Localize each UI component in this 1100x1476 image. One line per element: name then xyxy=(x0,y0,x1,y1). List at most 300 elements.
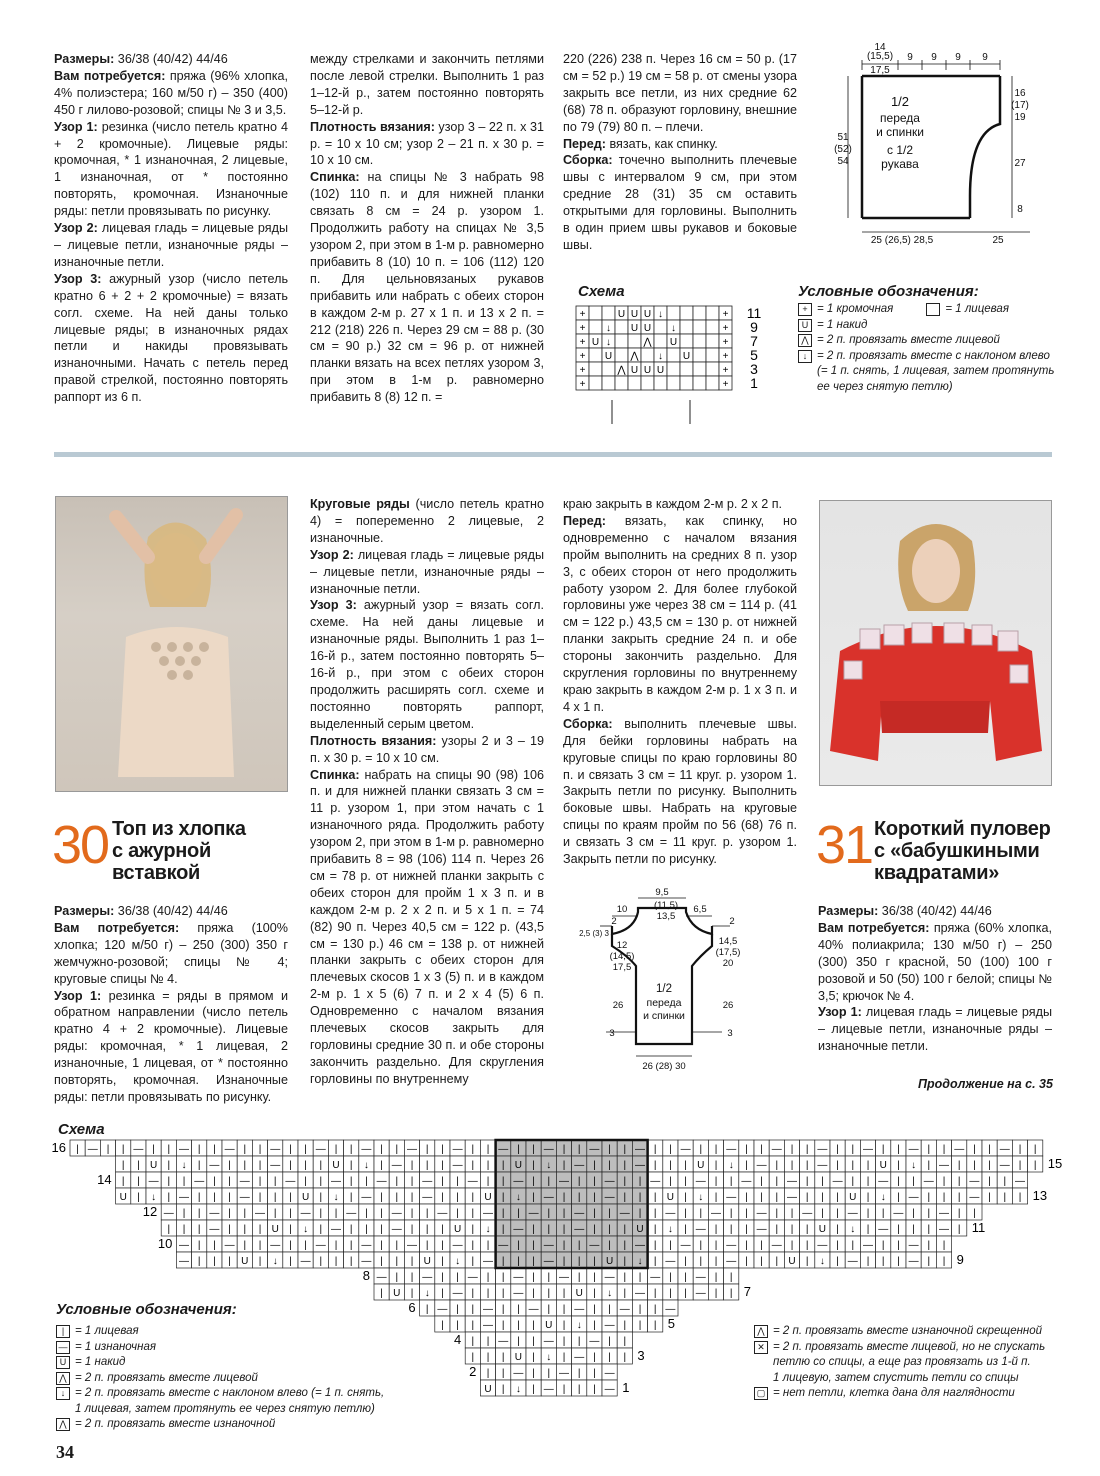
paragraph xyxy=(563,716,797,868)
top-scheme-title: Схема xyxy=(578,283,625,300)
stitch-mark: ↓ xyxy=(546,1352,552,1363)
chart-cell xyxy=(706,306,719,320)
stitch-mark: U xyxy=(697,1160,705,1171)
stitch-mark: — xyxy=(513,1368,524,1379)
stitch-mark: | xyxy=(638,1208,642,1219)
stitch-mark: | xyxy=(1018,1160,1022,1171)
stitch-mark: | xyxy=(608,1144,611,1155)
stitch-mark: ⋀ xyxy=(643,337,652,348)
stitch-symbol-icon: ⋀ xyxy=(754,1325,768,1338)
legend-note-row xyxy=(798,380,1058,396)
stitch-mark: | xyxy=(182,1224,186,1235)
stitch-mark: | xyxy=(456,1192,459,1203)
stitch-mark: | xyxy=(927,1160,931,1171)
stitch-mark: | xyxy=(836,1224,839,1235)
paragraph xyxy=(818,903,1052,920)
paragraph-label: Узор 2: xyxy=(310,547,354,562)
chart-cell xyxy=(693,348,706,362)
stitch-mark: — xyxy=(756,1160,767,1171)
bottom-scheme-title: Схема xyxy=(58,1121,105,1138)
stitch-mark: | xyxy=(760,1192,763,1203)
stitch-mark: | xyxy=(395,1176,399,1187)
stitch-mark: ↓ xyxy=(667,1224,673,1235)
stitch-mark: — xyxy=(452,1288,463,1299)
chart-cell xyxy=(615,320,628,334)
chart-cell xyxy=(589,376,602,390)
stitch-mark: — xyxy=(407,1144,417,1155)
stitch-mark: | xyxy=(577,1192,581,1203)
stitch-mark: ↓ xyxy=(576,1320,582,1331)
stitch-mark: | xyxy=(547,1304,551,1315)
legend-text: = 1 лицевая xyxy=(75,1325,139,1337)
stitch-mark: | xyxy=(547,1176,551,1187)
diag29-top-7: 9 xyxy=(982,52,988,63)
stitch-mark: | xyxy=(577,1256,581,1267)
stitch-mark: | xyxy=(577,1240,581,1251)
stitch-mark: | xyxy=(851,1144,855,1155)
diag29-top-1: 14 xyxy=(874,42,886,53)
legend-text: = 2 п. провязать вместе лицевой, но не спускать xyxy=(773,1340,1046,1353)
stitch-mark: — xyxy=(346,1208,357,1219)
stitch-mark: | xyxy=(243,1160,247,1171)
stitch-mark: + xyxy=(579,351,586,362)
chart-cell xyxy=(654,334,667,348)
paragraph-text: между стрелками и закончить петлями после левой стрелки. Выполнить 1 раз 1–12-й р., затем постоянно повторять 5–12-й р. xyxy=(310,52,544,117)
diag29-center-5: рукава xyxy=(881,157,919,171)
stitch-mark: | xyxy=(456,1208,459,1219)
stitch-mark: | xyxy=(213,1240,216,1251)
legend-row xyxy=(56,1340,476,1356)
diag29-top-4: 9 xyxy=(907,52,913,63)
stitch-mark: | xyxy=(441,1144,444,1155)
stitch-mark: | xyxy=(745,1208,748,1219)
diag29-center-3: и спинки xyxy=(876,125,924,139)
stitch-mark: | xyxy=(289,1144,292,1155)
paragraph xyxy=(818,920,1052,1005)
stitch-mark: | xyxy=(289,1240,292,1251)
paragraph-label: Размеры: xyxy=(54,904,115,918)
stitch-mark: | xyxy=(623,1176,627,1187)
stitch-mark: — xyxy=(300,1208,311,1219)
stitch-mark: + xyxy=(722,379,729,390)
stitch-mark: | xyxy=(1033,1160,1037,1171)
stitch-mark: | xyxy=(471,1352,475,1363)
stitch-mark: | xyxy=(562,1240,566,1251)
stitch-mark: — xyxy=(969,1176,980,1187)
stitch-mark: — xyxy=(452,1160,463,1171)
stitch-mark: | xyxy=(167,1192,171,1203)
stitch-mark: | xyxy=(942,1192,946,1203)
stitch-mark: | xyxy=(942,1144,946,1155)
stitch-mark: | xyxy=(197,1240,201,1251)
stitch-mark: | xyxy=(410,1256,414,1267)
stitch-mark: — xyxy=(483,1304,493,1315)
stitch-mark: U xyxy=(630,309,639,320)
paragraph-label: Узор 3: xyxy=(54,271,102,286)
stitch-mark: — xyxy=(194,1176,205,1187)
paragraph-text: краю закрыть в каждом 2-м р. 2 x 2 п. xyxy=(563,497,783,511)
stitch-mark: | xyxy=(562,1288,566,1299)
stitch-mark: | xyxy=(684,1224,687,1235)
stitch-mark: ↓ xyxy=(637,1256,643,1267)
diag30-bottom: 26 (28) 30 xyxy=(642,1061,686,1072)
stitch-mark: | xyxy=(547,1368,551,1379)
stitch-mark: ↓ xyxy=(698,1192,704,1203)
stitch-mark: | xyxy=(197,1160,201,1171)
legend-note-row xyxy=(798,364,1058,380)
stitch-mark: — xyxy=(589,1144,600,1155)
stitch-mark: ↓ xyxy=(880,1192,886,1203)
stitch-mark: ↓ xyxy=(607,1288,613,1299)
stitch-mark: U xyxy=(271,1224,279,1235)
stitch-mark: | xyxy=(349,1176,353,1187)
stitch-mark: — xyxy=(726,1192,737,1203)
stitch-mark: U xyxy=(545,1320,553,1331)
chart-cell xyxy=(589,348,602,362)
paragraph-text: пряжа (96% хлопка, 4% полиэстера; 160 м/50 г) – 350 (400) 450 г лилово-розовой; спицы № 3 и 3,5. xyxy=(54,68,289,117)
row-number: 14 xyxy=(97,1172,112,1187)
stitch-mark: | xyxy=(501,1368,505,1379)
stitch-mark: | xyxy=(501,1160,505,1171)
stitch-mark: | xyxy=(486,1160,490,1171)
stitch-mark: — xyxy=(665,1208,676,1219)
chart-cell xyxy=(602,306,615,320)
stitch-mark: + xyxy=(579,365,586,376)
paragraph-label: Узор 1: xyxy=(818,1005,862,1020)
stitch-mark: U xyxy=(643,365,652,376)
top-col-2 xyxy=(310,51,544,406)
paragraph xyxy=(563,152,797,253)
stitch-mark: | xyxy=(836,1160,839,1171)
stitch-mark: | xyxy=(760,1256,763,1267)
stitch-mark: — xyxy=(787,1176,797,1187)
legend-text: = 2 п. провязать вместе лицевой xyxy=(817,334,1000,346)
stitch-mark: | xyxy=(653,1160,657,1171)
diag29-left-2: (52) xyxy=(834,144,852,155)
row-number: 1 xyxy=(750,375,758,391)
stitch-mark: | xyxy=(577,1336,581,1347)
stitch-mark: — xyxy=(635,1144,645,1155)
row-number: 10 xyxy=(157,1236,173,1251)
garment-diagram-30 xyxy=(579,886,752,1076)
stitch-mark: | xyxy=(228,1256,231,1267)
row-number: 1 xyxy=(622,1380,630,1395)
stitch-mark: | xyxy=(182,1208,186,1219)
stitch-mark: | xyxy=(441,1320,444,1331)
stitch-mark: + xyxy=(722,337,729,348)
stitch-mark: | xyxy=(790,1208,794,1219)
title-line: Короткий пуловер xyxy=(874,818,1051,840)
paragraph xyxy=(310,119,544,170)
stitch-mark: | xyxy=(349,1240,353,1251)
stitch-mark: — xyxy=(255,1208,265,1219)
stitch-mark: — xyxy=(604,1176,615,1187)
stitch-mark: | xyxy=(121,1144,125,1155)
stitch-mark: | xyxy=(714,1176,718,1187)
diag29-right-3: 19 xyxy=(1014,112,1026,123)
legend-edge-row xyxy=(798,302,1058,318)
stitch-mark: | xyxy=(623,1336,627,1347)
stitch-mark: — xyxy=(452,1240,463,1251)
stitch-mark: — xyxy=(179,1256,189,1267)
stitch-mark: | xyxy=(410,1160,414,1171)
chart-cell xyxy=(628,376,641,390)
stitch-mark: | xyxy=(380,1256,383,1267)
diag30-top-1: 9,5 xyxy=(655,887,669,898)
stitch-mark: | xyxy=(137,1160,140,1171)
row-number: 13 xyxy=(1032,1188,1048,1203)
stitch-mark: — xyxy=(908,1240,919,1251)
stitch-mark: | xyxy=(425,1224,429,1235)
legend-row xyxy=(56,1402,476,1418)
stitch-mark: U xyxy=(666,1192,675,1203)
stitch-mark: | xyxy=(425,1160,429,1171)
stitch-mark: | xyxy=(790,1240,794,1251)
stitch-mark: | xyxy=(653,1144,657,1155)
paragraph-text: лицевая гладь = лицевые ряды – лицевые петли, изнаночные ряды – изнаночные петли. xyxy=(310,547,544,596)
legend-text: = 1 накид xyxy=(817,318,868,331)
stitch-mark: | xyxy=(471,1208,475,1219)
stitch-mark: | xyxy=(714,1144,718,1155)
legend-row xyxy=(56,1355,476,1371)
chart-cell xyxy=(641,376,654,390)
stitch-mark: | xyxy=(653,1240,657,1251)
chart-cell xyxy=(706,362,719,376)
stitch-mark: | xyxy=(653,1208,657,1219)
stitch-mark: — xyxy=(650,1176,661,1187)
paragraph xyxy=(818,1004,1052,1055)
stitch-mark: U xyxy=(604,351,613,362)
paragraph xyxy=(310,496,544,547)
legend-text: ее через снятую петлю) xyxy=(817,380,953,393)
stitch-mark: — xyxy=(635,1160,645,1171)
stitch-mark: — xyxy=(650,1272,661,1283)
stitch-mark: U xyxy=(682,351,691,362)
stitch-mark: | xyxy=(532,1352,535,1363)
stitch-mark: — xyxy=(422,1176,433,1187)
continued-note: Продолжение на с. 35 xyxy=(918,1077,1053,1091)
stitch-mark: | xyxy=(745,1160,748,1171)
stitch-mark: — xyxy=(331,1224,341,1235)
stitch-mark: | xyxy=(684,1272,687,1283)
paragraph xyxy=(54,903,288,920)
diag30-left-2: 2,5 (3) 3 xyxy=(579,929,609,938)
stitch-mark: | xyxy=(334,1240,338,1251)
stitch-mark: | xyxy=(395,1272,399,1283)
stitch-mark: — xyxy=(726,1240,737,1251)
model-30-col-2 xyxy=(310,496,544,1088)
stitch-mark: | xyxy=(471,1160,475,1171)
stitch-mark: | xyxy=(197,1208,201,1219)
stitch-mark: | xyxy=(745,1192,748,1203)
stitch-mark: | xyxy=(517,1144,520,1155)
stitch-mark: — xyxy=(604,1384,615,1395)
stitch-mark: — xyxy=(528,1208,539,1219)
stitch-mark: — xyxy=(817,1144,828,1155)
stitch-mark: | xyxy=(973,1208,976,1219)
paragraph-text: лицевая гладь = лицевые ряды – лицевые петли, изнаночные ряды – изнаночные петли. xyxy=(818,1005,1052,1054)
stitch-mark: | xyxy=(228,1176,231,1187)
stitch-mark: | xyxy=(441,1256,444,1267)
stitch-mark: U xyxy=(643,323,652,334)
stitch-mark: | xyxy=(380,1144,383,1155)
stitch-mark: | xyxy=(836,1256,839,1267)
stitch-mark: | xyxy=(699,1256,703,1267)
stitch-mark: — xyxy=(422,1272,433,1283)
stitch-mark: ↓ xyxy=(658,309,663,320)
stitch-mark: | xyxy=(623,1320,627,1331)
stitch-mark: | xyxy=(258,1240,262,1251)
stitch-mark: ↓ xyxy=(658,351,663,362)
stitch-mark: | xyxy=(517,1320,520,1331)
stitch-mark: | xyxy=(562,1144,566,1155)
stitch-mark: — xyxy=(467,1272,478,1283)
stitch-mark: U xyxy=(301,1192,310,1203)
stitch-mark: | xyxy=(790,1160,794,1171)
stitch-mark: | xyxy=(897,1160,900,1171)
chart-cell xyxy=(667,376,680,390)
stitch-mark: U xyxy=(605,1256,614,1267)
stitch-mark: + xyxy=(722,309,729,320)
stitch-mark: | xyxy=(349,1192,353,1203)
stitch-mark: — xyxy=(589,1336,600,1347)
stitch-mark: | xyxy=(988,1144,991,1155)
stitch-mark: | xyxy=(501,1224,505,1235)
diag30-side-right: 26 xyxy=(722,1000,734,1011)
stitch-mark: — xyxy=(695,1176,706,1187)
row-number: 9 xyxy=(956,1252,964,1267)
stitch-mark: | xyxy=(897,1256,900,1267)
legend-text: 1 лицевую, затем спустить петли со спицы xyxy=(773,1371,1019,1384)
stitch-mark: | xyxy=(562,1352,566,1363)
stitch-mark: — xyxy=(680,1240,691,1251)
paragraph xyxy=(310,547,544,598)
stitch-mark: | xyxy=(805,1240,809,1251)
stitch-mark: — xyxy=(832,1176,843,1187)
stitch-mark: — xyxy=(422,1192,433,1203)
legend-k2tog-row xyxy=(798,333,1058,349)
stitch-mark: | xyxy=(517,1256,520,1267)
stitch-mark: — xyxy=(999,1144,1010,1155)
stitch-mark: U xyxy=(241,1256,249,1267)
row-number: 2 xyxy=(469,1364,477,1379)
stitch-mark: | xyxy=(1018,1192,1022,1203)
diag30-right-2: 14,5 xyxy=(718,936,738,947)
stitch-mark: + xyxy=(579,379,586,390)
stitch-mark: | xyxy=(714,1272,718,1283)
stitch-mark: | xyxy=(684,1256,687,1267)
stitch-mark: | xyxy=(623,1192,627,1203)
stitch-mark: | xyxy=(501,1272,505,1283)
stitch-mark: | xyxy=(471,1320,475,1331)
stitch-mark: — xyxy=(635,1288,645,1299)
stitch-mark: | xyxy=(425,1208,429,1219)
stitch-mark: | xyxy=(866,1208,870,1219)
paragraph-text: выполнить плечевые швы. Для бейки горловины набрать на круговые спицы по краю горловины 80 п. и связать 3 см = 11 круг. р. узором 1. Закрыть петли по рисунку. Выполнить боковые швы. Набрать на круговые спицы по краям пройм по 56 (68) 76 п. и связать 3 см = 11 круг. р. узором 1. Закрыть петли по рисунку. xyxy=(563,716,797,867)
diag29-bottom-1: 25 (26,5) 28,5 xyxy=(870,235,934,246)
stitch-mark: — xyxy=(574,1304,585,1315)
chart-cell xyxy=(602,376,615,390)
stitch-mark: U xyxy=(453,1224,462,1235)
stitch-mark: — xyxy=(817,1240,828,1251)
legend-ssk-row xyxy=(798,349,1058,365)
stitch-mark: — xyxy=(179,1192,189,1203)
stitch-mark: — xyxy=(604,1320,615,1331)
stitch-mark: — xyxy=(361,1144,372,1155)
stitch-mark: | xyxy=(577,1144,581,1155)
stitch-mark: — xyxy=(619,1208,630,1219)
stitch-mark: | xyxy=(410,1192,414,1203)
stitch-mark: | xyxy=(395,1144,399,1155)
stitch-mark: | xyxy=(410,1224,414,1235)
stitch-mark: | xyxy=(365,1176,368,1187)
model-30-col-3 xyxy=(563,496,797,868)
stitch-mark: | xyxy=(927,1144,931,1155)
row-number: 11 xyxy=(971,1220,986,1235)
model-30-number: 30 xyxy=(52,815,109,875)
stitch-mark: | xyxy=(927,1192,931,1203)
stitch-mark: — xyxy=(680,1144,691,1155)
stitch-mark: — xyxy=(437,1304,448,1315)
stitch-mark: | xyxy=(410,1272,414,1283)
stitch-mark: | xyxy=(684,1160,687,1171)
stitch-mark: | xyxy=(608,1336,611,1347)
paragraph-text: пряжа (100% хлопка; 120 м/50 г) – 250 (300) 350 г жемчужно-розовой; спицы № 4; круговые спицы № 4. xyxy=(54,920,288,986)
stitch-mark: — xyxy=(574,1160,585,1171)
legend-text: 1 лицевая, затем протянуть ее через снятую петлю) xyxy=(75,1402,375,1415)
stitch-mark: — xyxy=(513,1272,524,1283)
model-31-number: 31 xyxy=(816,815,873,875)
stitch-mark: U xyxy=(669,337,678,348)
chart-cell xyxy=(680,320,693,334)
chart-cell xyxy=(680,306,693,320)
stitch-mark: — xyxy=(331,1176,341,1187)
paragraph-label: Спинка: xyxy=(310,767,360,782)
stitch-mark: | xyxy=(517,1240,520,1251)
paragraph-text: вязать, как спинку. xyxy=(605,136,718,151)
stitch-mark: | xyxy=(501,1208,505,1219)
bottom-legend-right xyxy=(754,1324,1054,1402)
stitch-mark: | xyxy=(714,1240,718,1251)
stitch-mark: U xyxy=(656,365,665,376)
stitch-mark: | xyxy=(714,1160,718,1171)
stitch-mark: | xyxy=(577,1272,581,1283)
stitch-mark: — xyxy=(665,1304,676,1315)
stitch-mark: | xyxy=(501,1352,505,1363)
chart-cell xyxy=(589,306,602,320)
stitch-symbol-icon: ⋀ xyxy=(56,1418,70,1431)
stitch-mark: | xyxy=(669,1272,672,1283)
chart-cell xyxy=(693,334,706,348)
stitch-mark: — xyxy=(239,1176,250,1187)
model-31-title xyxy=(874,818,1050,884)
stitch-mark: | xyxy=(197,1144,201,1155)
paragraph-label: Вам потребуется: xyxy=(818,920,930,935)
stitch-mark: | xyxy=(380,1224,383,1235)
stitch-mark: | xyxy=(395,1192,399,1203)
stitch-mark: ↓ xyxy=(151,1192,157,1203)
paragraph-label: Узор 2: xyxy=(54,221,98,236)
stitch-mark: — xyxy=(437,1208,448,1219)
stitch-mark: | xyxy=(319,1176,323,1187)
stitch-mark: — xyxy=(863,1144,873,1155)
paragraph-label: Вам потребуется: xyxy=(54,68,166,83)
stitch-mark: | xyxy=(532,1144,535,1155)
stitch-mark: | xyxy=(304,1240,307,1251)
stitch-symbol-icon: | xyxy=(56,1325,70,1338)
stitch-mark: | xyxy=(532,1368,535,1379)
stitch-mark: + xyxy=(722,323,729,334)
